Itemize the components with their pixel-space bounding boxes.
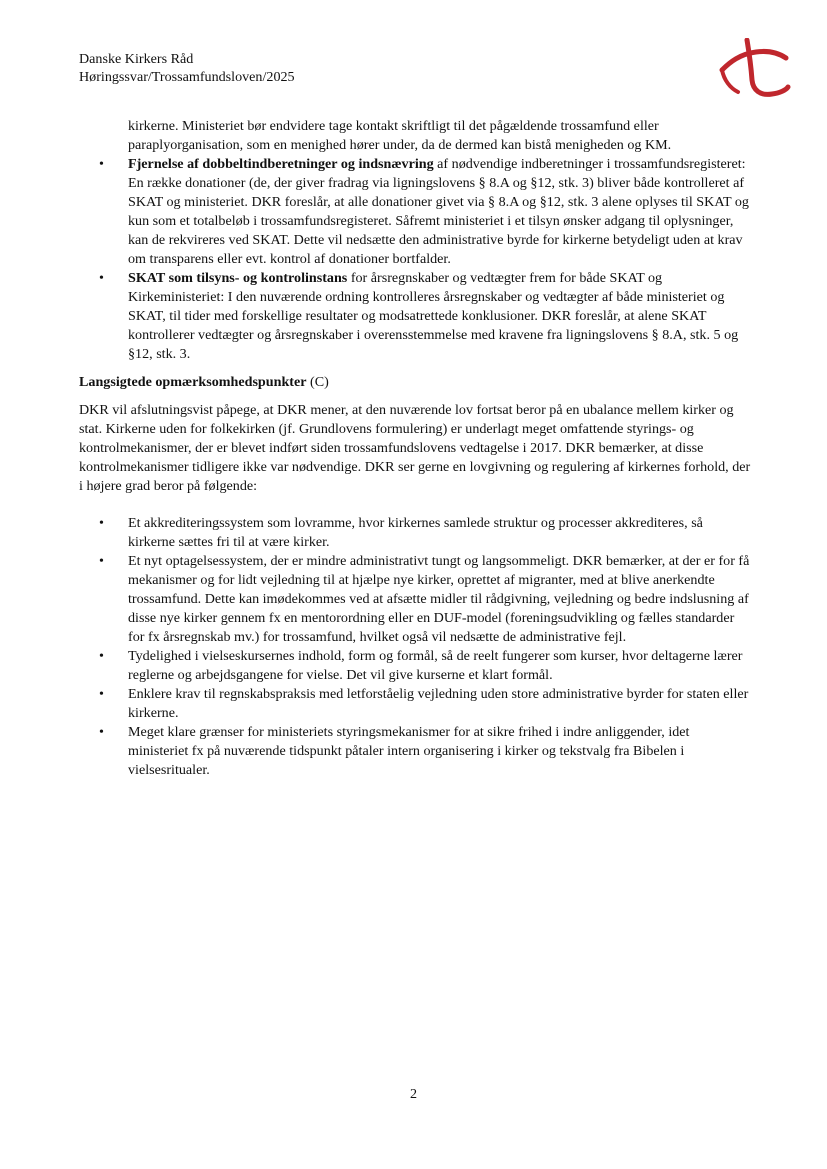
list-item-text: Meget klare grænser for ministeriets styringsmekanismer for at sikre frihed i indre anliggender, idet ministeriet fx på nuværende tidspunkt påtaler intern organisering i kirker og tekstvalg fra Bibelen i vielsesritualer. [128, 724, 690, 778]
bullet-icon: • [99, 686, 104, 702]
section-paragraph: DKR vil afslutningsvist påpege, at DKR mener, at den nuværende lov fortsat beror på en ubalance mellem kirker og stat. Kirkerne uden for folkekirken (jf. Grundlovens formulering) er underlagt meget omfattende styrings- og kontrolmekanismer, der er blevet indført siden trossamfundslovens vedtagelse i 2017. DKR bemærker, at disse kontrolmekanismer tidligere ikke var nødvendige. DKR ser gerne en lovgivning og regulering af kirkernes forhold, der i højere grad beror på følgende: [79, 402, 751, 494]
section-heading-suffix: (C) [306, 374, 329, 390]
list-item-text: Enklere krav til regnskabspraksis med letforståelig vejledning uden store administrative byrder for staten eller kirkerne. [128, 686, 749, 721]
list-item [79, 685, 751, 723]
list-item-text: for årsregnskaber og vedtægter frem for både SKAT og Kirkeministeriet: I den nuværende ordning kontrolleres årsregnskaber og vedtægter af både ministeriet og SKAT, til tider med forskellige resultater og modsatrettede konklusioner. DKR foreslår, at alene SKAT kontrollerer vedtægter og årsregnskaber i overensstemmelse med kravene fra ligningslovens § 8.A, stk. 5 og §12, stk. 3. [128, 270, 739, 362]
organization-name: Danske Kirkers Råd [79, 51, 194, 67]
page-number: 2 [409, 1086, 418, 1102]
list-item-text: af nødvendige indberetninger i trossamfundsregisteret: En række donationer (de, der giver fradrag via ligningslovens § 8.A og §12, stk. 3) bliver både kontrolleret af SKAT og ministeriet. DKR foreslår, at alle donationer givet via § 8.A og §12, stk. 3 alene oplyses til SKAT og kun som et totalbeløb i trossamfundsregisteret. Såfremt ministeriet i et tilsyn ønsker adgang til oplysninger, kan de rekvireres ved SKAT. Dette vil nedsætte den administrative byrde for kirkerne betydeligt uden at krav om transparens eller evt. kontrol af donationer bortfalder. [128, 156, 749, 267]
section-heading [79, 373, 751, 392]
list-item [79, 647, 751, 685]
list-item [79, 723, 751, 780]
bullet-icon: • [99, 553, 104, 569]
page-body [79, 117, 751, 780]
list-item [79, 552, 751, 647]
list-item-bold: Fjernelse af dobbeltindberetninger og indsnævring [128, 156, 434, 172]
list-item [79, 269, 751, 364]
continuation-paragraph: kirkerne. Ministeriet bør endvidere tage kontakt skriftligt til det pågældende trossamfund eller paraplyorganisation, som en menighed hører under, da de dermed kan bistå menigheden og KM. [128, 118, 672, 153]
list-item-text: Et akkrediteringssystem som lovramme, hvor kirkernes samlede struktur og processer akkrediteres, så kirkerne sættes fri til at være kirker. [128, 515, 703, 550]
list-item-bold: SKAT som tilsyns- og kontrolinstans [128, 270, 348, 286]
dkr-logo-icon [716, 38, 792, 100]
list-item [79, 155, 751, 269]
bullet-icon: • [99, 724, 104, 740]
bullet-icon: • [99, 648, 104, 664]
section-heading-bold: Langsigtede opmærksomhedspunkter [79, 374, 307, 390]
page-header [79, 50, 295, 86]
list-item-text: Et nyt optagelsessystem, der er mindre administrativt tungt og langsommeligt. DKR bemærker, at der er for få mekanismer og for lidt vejledning til at hjælpe nye kirker, oprettet af migranter, med at blive anerkendte trossamfund. Dette kan imødekommes ved at afsætte midler til rådgivning, vejledning og bedre indslusning af disse nye kirker gennem fx en mentorordning eller en DUF-model (foreningsudvikling og fælles standarder for fx årsregnskab mv.) for trossamfund, hvilket også vil nedsætte de administrative fejl. [128, 553, 750, 645]
document-reference: Høringssvar/Trossamfundsloven/2025 [79, 69, 295, 85]
list-item [79, 514, 751, 552]
proposal-list [79, 155, 751, 364]
wishes-list [79, 514, 751, 780]
list-item-text: Tydelighed i vielseskursernes indhold, form og formål, så de reelt fungerer som kurser, hvor deltagerne lærer reglerne og arbejdsgangene for vielse. Det vil give kurserne et klart formål. [128, 648, 743, 683]
bullet-icon: • [99, 156, 104, 172]
bullet-icon: • [99, 270, 104, 286]
bullet-icon: • [99, 515, 104, 531]
